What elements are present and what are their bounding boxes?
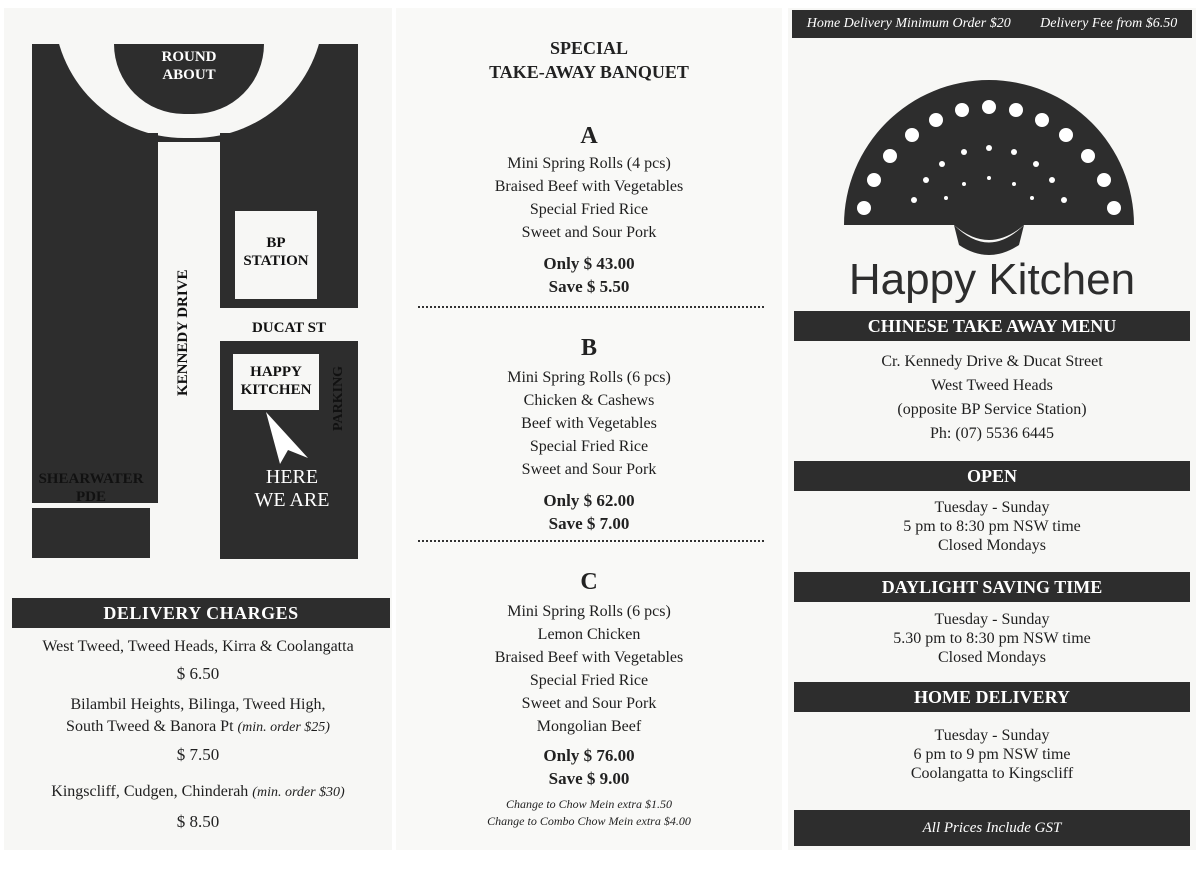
- set-a-only: Only $ 43.00: [543, 254, 635, 273]
- bp-station-label: BP STATION: [243, 235, 309, 269]
- combo-chow-mein-note: Change to Combo Chow Mein extra $4.00: [487, 814, 691, 828]
- map-block-west: [32, 133, 158, 503]
- set-c-letter: C: [580, 569, 598, 595]
- set-a-item: Special Fried Rice: [529, 201, 649, 218]
- gst-footer: All Prices Include GST: [794, 810, 1190, 846]
- subtitle-bar: CHINESE TAKE AWAY MENU: [794, 311, 1190, 341]
- open-bar: OPEN: [794, 461, 1190, 491]
- hours-line: Tuesday - Sunday: [934, 611, 1050, 628]
- set-b-save: Save $ 7.00: [548, 514, 630, 533]
- home-delivery-hours: [788, 726, 1196, 783]
- banquet-set-c: [396, 568, 782, 830]
- set-b-item: Sweet and Sour Pork: [521, 461, 657, 478]
- delivery-zone-2-min: (min. order $25): [237, 720, 330, 735]
- set-a-letter: A: [580, 123, 598, 149]
- hours-line: Tuesday - Sunday: [934, 727, 1050, 744]
- hours-line: 5 pm to 8:30 pm NSW time: [903, 518, 1081, 535]
- set-a-item: Mini Spring Rolls (4 pcs): [507, 155, 671, 172]
- banquet-title: SPECIAL TAKE-AWAY BANQUET: [489, 38, 689, 82]
- delivery-zone-3-min: (min. order $30): [252, 785, 345, 800]
- parking-label: PARKING: [331, 365, 346, 431]
- address-line: West Tweed Heads: [931, 377, 1053, 394]
- set-c-only: Only $ 76.00: [543, 746, 635, 765]
- min-order-text: Home Delivery Minimum Order $20: [806, 16, 1011, 31]
- contact-block: [788, 350, 1196, 446]
- set-b-item: Chicken & Cashews: [523, 392, 655, 409]
- delivery-zone-2-areas-2: South Tweed & Banora Pt (min. order $25): [66, 718, 330, 735]
- hours-line: Closed Mondays: [938, 537, 1046, 554]
- home-delivery-bar: HOME DELIVERY: [794, 682, 1190, 712]
- set-b-item: Special Fried Rice: [529, 438, 649, 455]
- delivery-zone-3-areas: Kingscliff, Cudgen, Chinderah (min. order $30): [51, 783, 345, 800]
- daylight-saving-bar: DAYLIGHT SAVING TIME: [794, 572, 1190, 602]
- map-block-shearwater: [32, 508, 150, 558]
- set-a-save: Save $ 5.50: [548, 277, 630, 296]
- delivery-zone-1-areas: West Tweed, Tweed Heads, Kirra & Coolangatta: [42, 638, 354, 655]
- here-we-are-label: HERE WE ARE: [254, 466, 330, 511]
- delivery-zone-1-price: $ 6.50: [176, 664, 220, 683]
- banquet-set-b: [396, 334, 782, 535]
- hours-line: 5.30 pm to 8:30 pm NSW time: [893, 630, 1091, 647]
- delivery-zone-2-areas-1: Bilambil Heights, Bilinga, Tweed High,: [70, 696, 326, 713]
- delivery-list: [4, 636, 392, 834]
- roundabout-label: ROUND ABOUT: [161, 49, 217, 83]
- happy-kitchen-label: HAPPY KITCHEN: [240, 364, 312, 398]
- set-c-item: Mini Spring Rolls (6 pcs): [507, 603, 671, 620]
- set-c-item: Mongolian Beef: [536, 718, 642, 735]
- fan-icon: [834, 80, 1144, 260]
- banquet-panel: [396, 8, 782, 850]
- address-line: Cr. Kennedy Drive & Ducat Street: [881, 353, 1103, 370]
- open-hours: [788, 498, 1196, 555]
- brand-name: Happy Kitchen: [848, 255, 1136, 304]
- set-b-item: Beef with Vegetables: [521, 415, 657, 432]
- set-c-item: Sweet and Sour Pork: [521, 695, 657, 712]
- set-a-item: Braised Beef with Vegetables: [494, 178, 684, 195]
- set-b-item: Mini Spring Rolls (6 pcs): [507, 369, 671, 386]
- arrow-icon: [254, 408, 314, 468]
- info-panel: [788, 8, 1196, 850]
- set-b-only: Only $ 62.00: [543, 491, 635, 510]
- set-c-save: Save $ 9.00: [548, 769, 630, 788]
- set-c-item: Lemon Chicken: [537, 626, 641, 643]
- phone-line: Ph: (07) 5536 6445: [930, 425, 1054, 442]
- kennedy-drive-label: KENNEDY DRIVE: [175, 269, 191, 397]
- address-line: (opposite BP Service Station): [897, 401, 1087, 418]
- divider: [418, 306, 764, 308]
- banquet-notes: [396, 796, 782, 830]
- set-c-item: Braised Beef with Vegetables: [494, 649, 684, 666]
- hours-line: Tuesday - Sunday: [934, 499, 1050, 516]
- delivery-zone-2-price: $ 7.50: [176, 745, 220, 764]
- delivery-fee-text: Delivery Fee from $6.50: [1040, 16, 1178, 31]
- ducat-st-label: DUCAT ST: [251, 320, 327, 336]
- set-b-letter: B: [580, 335, 597, 361]
- map-panel: [4, 8, 392, 850]
- delivery-zone-3-price: $ 8.50: [176, 812, 220, 831]
- banquet-set-a: [396, 122, 782, 298]
- set-a-item: Sweet and Sour Pork: [521, 224, 657, 241]
- divider: [418, 540, 764, 542]
- daylight-saving-hours: [788, 610, 1196, 667]
- hours-line: 6 pm to 9 pm NSW time: [913, 746, 1071, 763]
- hours-line: Coolangatta to Kingscliff: [910, 765, 1074, 782]
- delivery-header: [792, 10, 1192, 38]
- set-c-item: Special Fried Rice: [529, 672, 649, 689]
- delivery-title: DELIVERY CHARGES: [12, 598, 390, 628]
- hours-line: Closed Mondays: [938, 649, 1046, 666]
- shearwater-label: SHEARWATER PDE: [38, 471, 144, 505]
- chow-mein-note: Change to Chow Mein extra $1.50: [506, 797, 672, 811]
